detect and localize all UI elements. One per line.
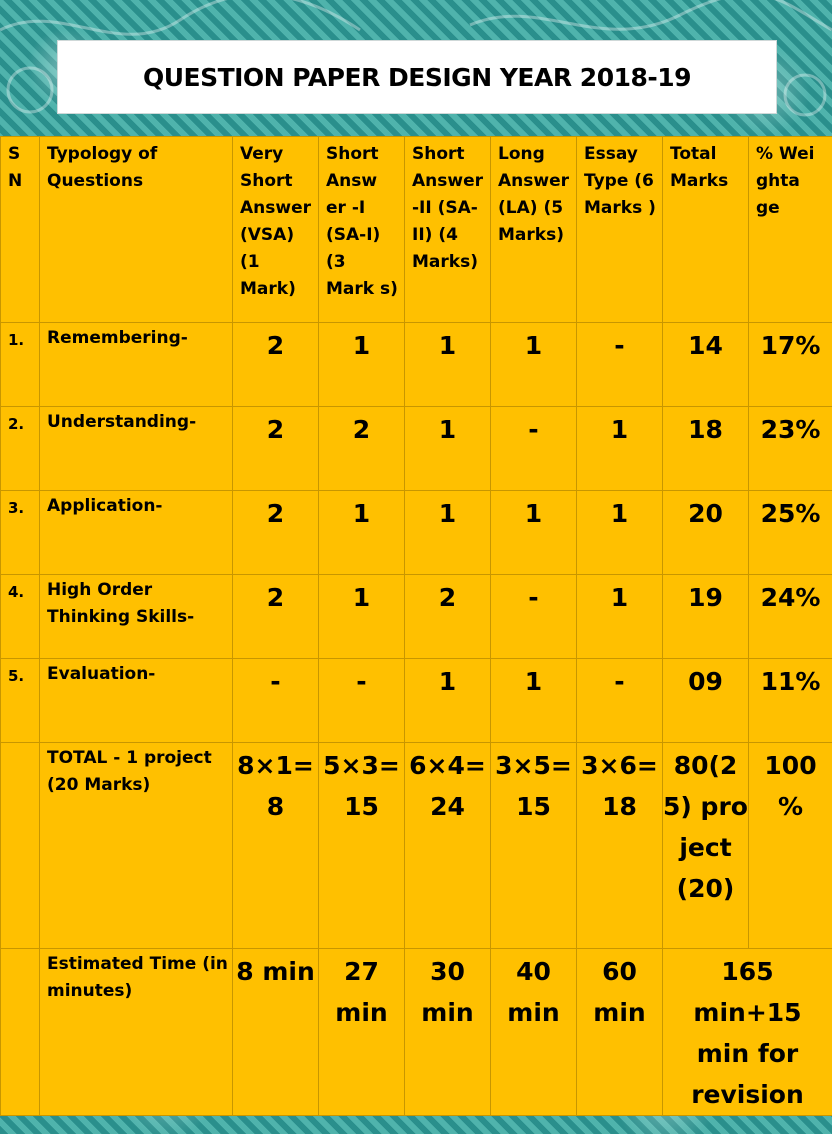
question-paper-design-table	[0, 136, 832, 1116]
header-weightage: % Wei ghta ge	[749, 137, 832, 323]
time-total: 165 min+15 min for revision	[663, 949, 832, 1116]
cell-sa2: 1	[405, 659, 491, 743]
cell-sa1: 1	[319, 323, 405, 407]
cell-essay: 1	[577, 491, 663, 575]
total-label: TOTAL - 1 project (20 Marks)	[40, 743, 233, 949]
cell-total: 19	[663, 575, 749, 659]
cell-sa1: 2	[319, 407, 405, 491]
row-label: High Order Thinking Skills-	[40, 575, 233, 659]
row-sn: 2.	[1, 407, 40, 491]
row-label: Application-	[40, 491, 233, 575]
header-typology: Typology of Questions	[40, 137, 233, 323]
cell-vsa: 2	[233, 323, 319, 407]
cell-essay: -	[577, 659, 663, 743]
cell-sa2: 1	[405, 323, 491, 407]
cell-essay: 1	[577, 407, 663, 491]
cell-la: -	[491, 575, 577, 659]
cell-sa1: 1	[319, 575, 405, 659]
row-sn-empty	[1, 949, 40, 1116]
header-sa2: Short Answer -II (SA-II) (4 Marks)	[405, 137, 491, 323]
cell-sa2: 1	[405, 491, 491, 575]
total-weightage: 100 %	[749, 743, 832, 949]
cell-total: 20	[663, 491, 749, 575]
row-sn: 1.	[1, 323, 40, 407]
table-row	[1, 407, 832, 491]
cell-sa2: 1	[405, 407, 491, 491]
row-sn-empty	[1, 743, 40, 949]
cell-sa1: -	[319, 659, 405, 743]
header-sn: S N	[1, 137, 40, 323]
page-title: QUESTION PAPER DESIGN YEAR 2018-19	[57, 40, 777, 114]
cell-weightage: 25%	[749, 491, 832, 575]
header-la: Long Answer (LA) (5 Marks)	[491, 137, 577, 323]
cell-sa2: 2	[405, 575, 491, 659]
header-vsa: Very Short Answer (VSA) (1 Mark)	[233, 137, 319, 323]
total-la: 3×5= 15	[491, 743, 577, 949]
row-sn: 5.	[1, 659, 40, 743]
time-sa2: 30 min	[405, 949, 491, 1116]
table-row	[1, 575, 832, 659]
cell-total: 14	[663, 323, 749, 407]
cell-weightage: 23%	[749, 407, 832, 491]
time-essay: 60 min	[577, 949, 663, 1116]
total-vsa: 8×1=8	[233, 743, 319, 949]
total-sa1: 5×3= 15	[319, 743, 405, 949]
cell-vsa: 2	[233, 575, 319, 659]
total-sa2: 6×4= 24	[405, 743, 491, 949]
cell-sa1: 1	[319, 491, 405, 575]
header-row	[1, 137, 832, 323]
cell-la: 1	[491, 491, 577, 575]
header-total: Total Marks	[663, 137, 749, 323]
row-sn: 3.	[1, 491, 40, 575]
total-marks: 80(25) project (20)	[663, 743, 749, 949]
cell-vsa: -	[233, 659, 319, 743]
time-row	[1, 949, 832, 1116]
cell-total: 09	[663, 659, 749, 743]
cell-weightage: 11%	[749, 659, 832, 743]
cell-total: 18	[663, 407, 749, 491]
cell-essay: 1	[577, 575, 663, 659]
total-essay: 3×6= 18	[577, 743, 663, 949]
cell-weightage: 17%	[749, 323, 832, 407]
table-row	[1, 659, 832, 743]
row-label: Evaluation-	[40, 659, 233, 743]
header-essay: Essay Type (6 Marks )	[577, 137, 663, 323]
cell-la: 1	[491, 323, 577, 407]
table-row	[1, 323, 832, 407]
cell-vsa: 2	[233, 407, 319, 491]
table-row	[1, 491, 832, 575]
time-sa1: 27 min	[319, 949, 405, 1116]
row-sn: 4.	[1, 575, 40, 659]
row-label: Understanding-	[40, 407, 233, 491]
row-label: Remembering-	[40, 323, 233, 407]
cell-vsa: 2	[233, 491, 319, 575]
time-la: 40 min	[491, 949, 577, 1116]
cell-la: -	[491, 407, 577, 491]
cell-essay: -	[577, 323, 663, 407]
time-label: Estimated Time (in minutes)	[40, 949, 233, 1116]
cell-weightage: 24%	[749, 575, 832, 659]
cell-la: 1	[491, 659, 577, 743]
time-vsa: 8 min	[233, 949, 319, 1116]
total-row	[1, 743, 832, 949]
header-sa1: Short Answ er -I (SA-I) (3 Mark s)	[319, 137, 405, 323]
